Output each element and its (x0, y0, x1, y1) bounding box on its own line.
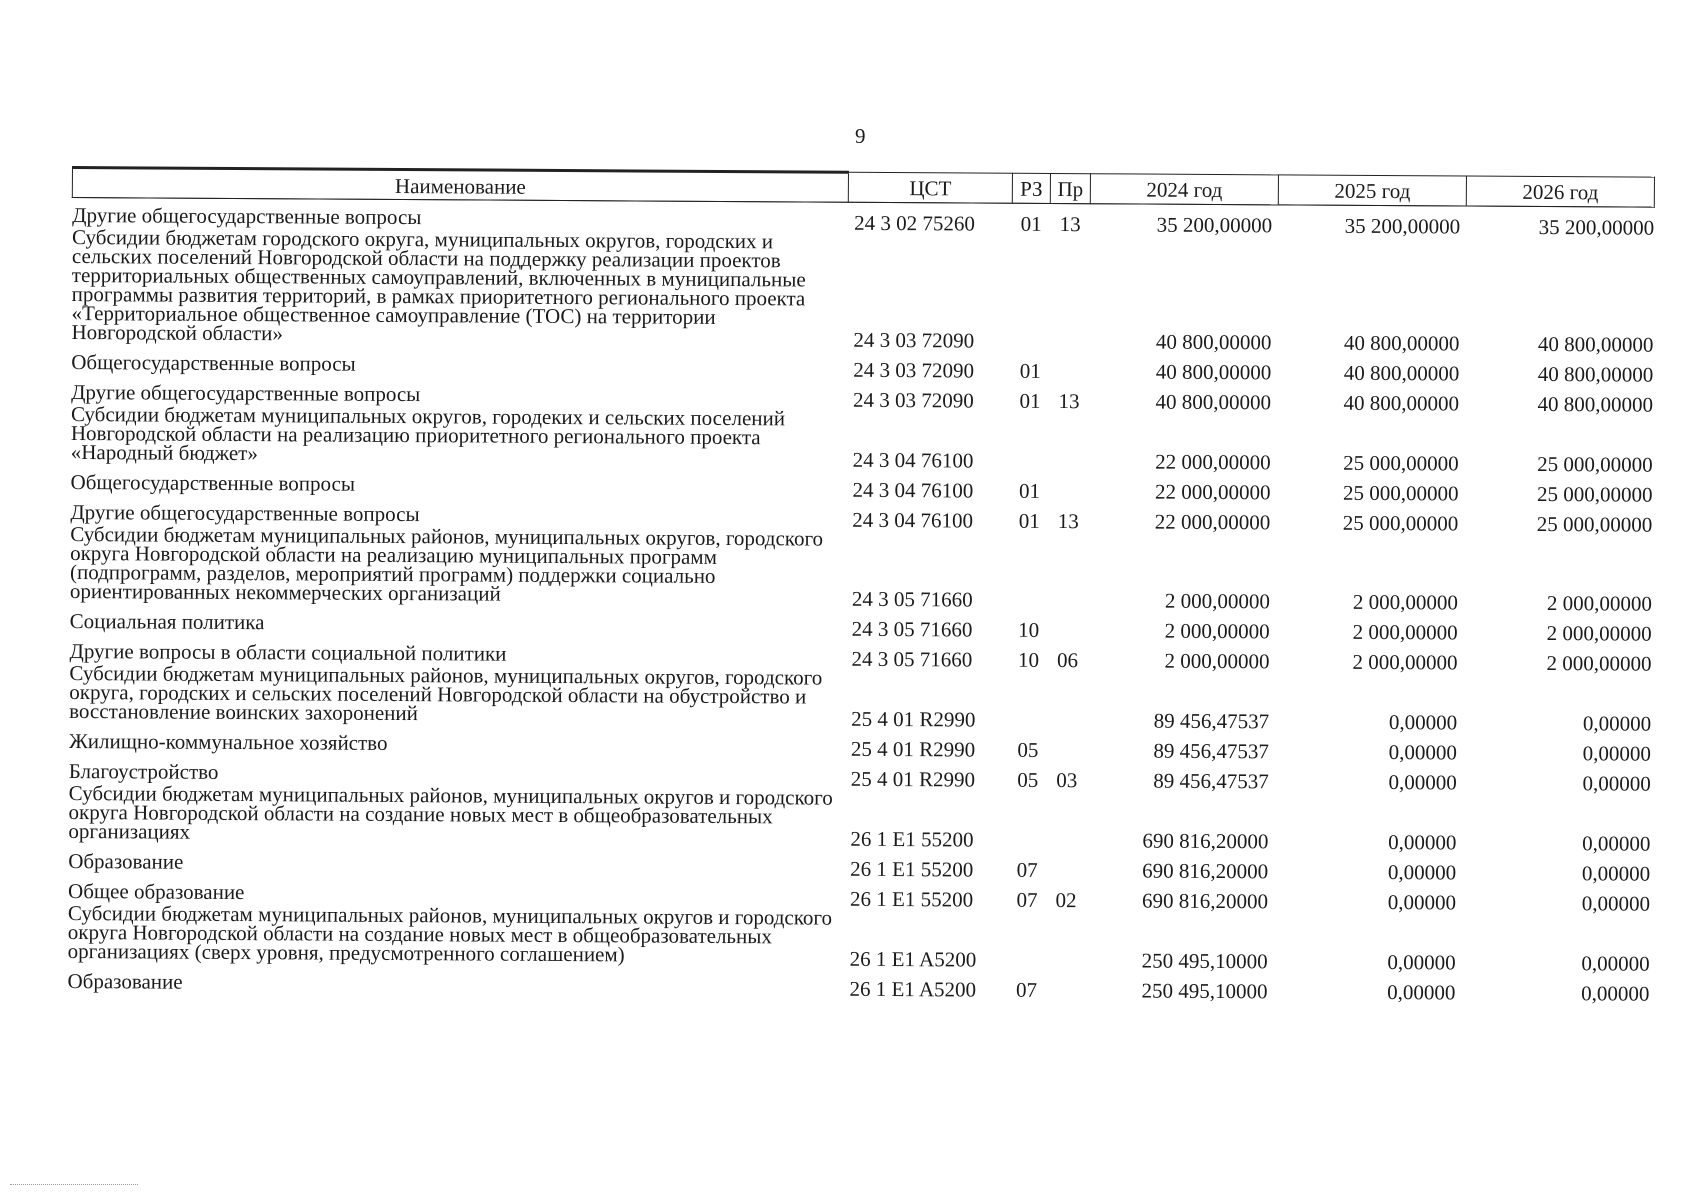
row-pr (1049, 233, 1090, 350)
row-value-2026: 25 000,00000 (1536, 511, 1653, 537)
row-value-2025: 40 800,00000 (1343, 390, 1460, 415)
table-row (71, 228, 1654, 355)
row-value-2024: 89 456,47537 (1153, 768, 1269, 793)
table-row (70, 524, 1652, 613)
row-value-2024: 35 200,00000 (1156, 212, 1273, 237)
row-pr (1046, 909, 1086, 969)
row-value-2024: 250 495,10000 (1141, 978, 1268, 1003)
row-name: Благоустройство (68, 758, 219, 784)
row-cst: 26 1 E1 A5200 (849, 976, 977, 1002)
row-name: Общегосударственные вопросы (70, 469, 356, 496)
row-cst: 24 3 03 72090 (853, 327, 975, 353)
row-value-2026: 0,00000 (1582, 770, 1651, 796)
row-pr (1046, 849, 1086, 879)
row-value-2024: 2 000,00000 (1164, 648, 1270, 673)
row-rz: 01 (1020, 211, 1042, 236)
table-row (71, 404, 1653, 474)
row-cst: 25 4 01 R2990 (850, 766, 976, 792)
row-value-2026: 35 200,00000 (1538, 214, 1655, 240)
row-value-2025: 25 000,00000 (1342, 510, 1459, 535)
row-rz: 10 (1017, 647, 1040, 672)
row-value-2024: 22 000,00000 (1154, 479, 1271, 504)
row-pr (1046, 789, 1086, 849)
row-rz (1010, 530, 1048, 609)
row-name: Социальная политика (69, 608, 265, 634)
row-cst: 24 3 03 72090 (853, 357, 975, 383)
row-name: Субсидии бюджетам муниципальных районов, муниципальных округов, городского округа Новгородской области на реализацию муниципальных программ (подпрограмм, разделов, мероприятий программ) поддержки социально ориентированных некоммерческих организаций (69, 521, 824, 606)
header-pr: Пр (1050, 173, 1090, 203)
row-name: Субсидии бюджетам муниципальных округов, городеких и сельских поселений Новгородской области на реализацию приоритетного регионального проекта «Народный бюджет» (70, 401, 786, 465)
row-name: Субсидии бюджетам муниципальных районов, муниципальных округов и городского округа Новгородской области на создание новых мест в общеобразовательных организациях (сверх уровня, предусмотренного соглашением) (67, 900, 833, 966)
row-pr (1048, 609, 1088, 639)
row-value-2024: 40 800,00000 (1155, 359, 1272, 384)
row-value-2025: 0,00000 (1387, 859, 1457, 884)
row-pr: 13 (1057, 508, 1079, 533)
row-cst: 25 4 01 R2990 (851, 706, 976, 732)
row-name: Другие общегосударственные вопросы (70, 499, 420, 526)
row-value-2026: 0,00000 (1581, 950, 1650, 976)
row-value-2026: 0,00000 (1581, 890, 1651, 916)
row-rz: 01 (1019, 388, 1041, 413)
row-rz: 07 (1016, 857, 1038, 882)
row-pr: 13 (1059, 211, 1081, 236)
header-2026: 2026 год (1466, 176, 1654, 207)
row-value-2026: 25 000,00000 (1537, 451, 1653, 477)
row-value-2025: 0,00000 (1387, 889, 1457, 914)
row-cst: 26 1 E1 A5200 (849, 946, 977, 972)
table-row (68, 903, 1650, 973)
row-value-2024: 89 456,47537 (1153, 708, 1270, 733)
row-value-2025: 25 000,00000 (1343, 450, 1459, 475)
row-value-2024: 40 800,00000 (1155, 389, 1272, 414)
row-cst: 26 1 E1 55200 (850, 826, 974, 852)
row-value-2024: 22 000,00000 (1154, 509, 1271, 534)
row-value-2025: 25 000,00000 (1342, 480, 1459, 505)
row-cst: 24 3 04 76100 (852, 447, 974, 473)
row-cst: 24 3 02 75260 (854, 210, 975, 236)
row-rz (1008, 789, 1046, 849)
row-rz (1009, 669, 1047, 729)
row-name: Общее образование (68, 878, 245, 904)
row-value-2026: 0,00000 (1581, 860, 1651, 886)
row-name: Другие общегосударственные вопросы (72, 202, 422, 229)
row-pr (1045, 969, 1085, 999)
row-value-2025: 0,00000 (1388, 709, 1458, 734)
row-cst: 24 3 04 76100 (852, 507, 974, 533)
header-cst: ЦСТ (848, 172, 1012, 203)
row-name: Субсидии бюджетам муниципальных районов, муниципальных округов и городского округа Новгородской области на создание новых мест в общеобразовательных организациях (68, 780, 833, 844)
row-value-2025: 0,00000 (1388, 769, 1457, 794)
row-value-2026: 0,00000 (1582, 830, 1651, 856)
row-name: Общегосударственные вопросы (71, 349, 356, 376)
row-value-2024: 22 000,00000 (1155, 449, 1271, 474)
header-rz: РЗ (1012, 173, 1050, 203)
row-value-2026: 0,00000 (1581, 980, 1650, 1006)
row-cst: 24 3 05 71660 (851, 616, 973, 642)
row-value-2024: 690 816,20000 (1141, 888, 1269, 913)
row-pr: 06 (1056, 647, 1079, 672)
row-name: Другие общегосударственные вопросы (71, 379, 421, 406)
row-value-2026: 2 000,00000 (1546, 650, 1652, 676)
row-value-2024: 40 800,00000 (1155, 329, 1272, 354)
header-2024: 2024 год (1090, 174, 1278, 205)
row-value-2026: 40 800,00000 (1537, 391, 1654, 417)
row-rz: 01 (1018, 478, 1041, 503)
row-value-2026: 2 000,00000 (1546, 620, 1652, 646)
row-cst: 24 3 05 71660 (851, 646, 973, 672)
budget-table (67, 166, 1655, 1006)
row-value-2025: 35 200,00000 (1344, 213, 1461, 238)
row-cst: 25 4 01 R2990 (850, 736, 976, 762)
row-pr: 03 (1056, 767, 1078, 792)
header-2025: 2025 год (1278, 175, 1466, 206)
row-pr (1047, 729, 1087, 759)
table-row (69, 663, 1651, 733)
table-row (68, 783, 1650, 853)
row-value-2026: 40 800,00000 (1537, 331, 1654, 357)
row-value-2026: 0,00000 (1582, 710, 1652, 736)
row-pr (1049, 350, 1089, 380)
row-value-2025: 40 800,00000 (1343, 330, 1460, 355)
row-value-2024: 2 000,00000 (1164, 618, 1270, 643)
row-value-2025: 0,00000 (1388, 739, 1458, 764)
row-pr: 13 (1058, 388, 1080, 413)
row-name: Субсидии бюджетам городского округа, муниципальных округов, городских и сельских поселений Новгородской области на поддержку реализации проектов территориальных общественных самоуправлений, включенных в муниципальные программы развития территорий, в рамках приоритетного регионального проекта «Территориальное общественное самоуправление (ТОС) на территории Новгородской области» (71, 224, 806, 345)
row-pr (1047, 669, 1087, 729)
row-value-2026: 25 000,00000 (1536, 481, 1653, 507)
row-name: Другие вопросы в области социальной политики (69, 638, 507, 666)
row-rz: 05 (1017, 737, 1039, 762)
row-cst: 26 1 E1 55200 (849, 886, 974, 912)
page-number: 9 (855, 124, 866, 148)
row-value-2025: 2 000,00000 (1352, 619, 1458, 644)
row-value-2024: 690 816,20000 (1142, 858, 1269, 883)
row-cst: 24 3 04 76100 (852, 477, 974, 503)
row-name: Образование (68, 848, 184, 874)
row-value-2025: 0,00000 (1387, 979, 1456, 1004)
row-value-2025: 0,00000 (1387, 949, 1456, 974)
row-value-2025: 40 800,00000 (1343, 360, 1460, 385)
row-pr (1048, 470, 1088, 500)
row-rz (1008, 909, 1046, 969)
row-value-2025: 2 000,00000 (1352, 589, 1458, 614)
row-name: Образование (67, 968, 183, 994)
row-name: Жилищно-коммунальное хозяйство (68, 728, 388, 755)
row-rz: 07 (1016, 887, 1038, 912)
header-name: Наименование (72, 168, 848, 203)
row-rz: 01 (1018, 508, 1040, 533)
row-cst: 24 3 05 71660 (851, 586, 973, 612)
row-value-2024: 690 816,20000 (1142, 828, 1269, 853)
row-name: Субсидии бюджетам муниципальных районов, муниципальных округов, городского округа, городских и сельских поселений Новгородской области на обустройство и восстановление воинских захоронений (69, 660, 823, 725)
row-pr: 02 (1055, 887, 1077, 912)
row-value-2025: 2 000,00000 (1352, 649, 1458, 674)
row-cst: 26 1 E1 55200 (850, 856, 974, 882)
row-rz: 01 (1019, 358, 1041, 383)
row-pr (1048, 530, 1088, 609)
row-pr (1049, 410, 1089, 470)
row-value-2026: 0,00000 (1582, 740, 1652, 766)
row-value-2026: 2 000,00000 (1546, 590, 1652, 616)
row-value-2024: 89 456,47537 (1153, 738, 1270, 763)
row-rz: 05 (1017, 767, 1039, 792)
row-rz (1011, 233, 1050, 350)
row-rz: 10 (1018, 617, 1040, 642)
row-value-2024: 250 495,10000 (1141, 948, 1268, 973)
row-cst: 24 3 03 72090 (853, 387, 974, 413)
row-value-2026: 40 800,00000 (1537, 361, 1654, 387)
row-value-2025: 0,00000 (1388, 829, 1457, 854)
table-body (67, 198, 1654, 1004)
scan-edge-mark (10, 1184, 138, 1185)
row-rz: 07 (1015, 977, 1038, 1002)
budget-table-container (67, 166, 1655, 1006)
row-rz (1011, 410, 1049, 470)
row-value-2024: 2 000,00000 (1164, 588, 1270, 613)
